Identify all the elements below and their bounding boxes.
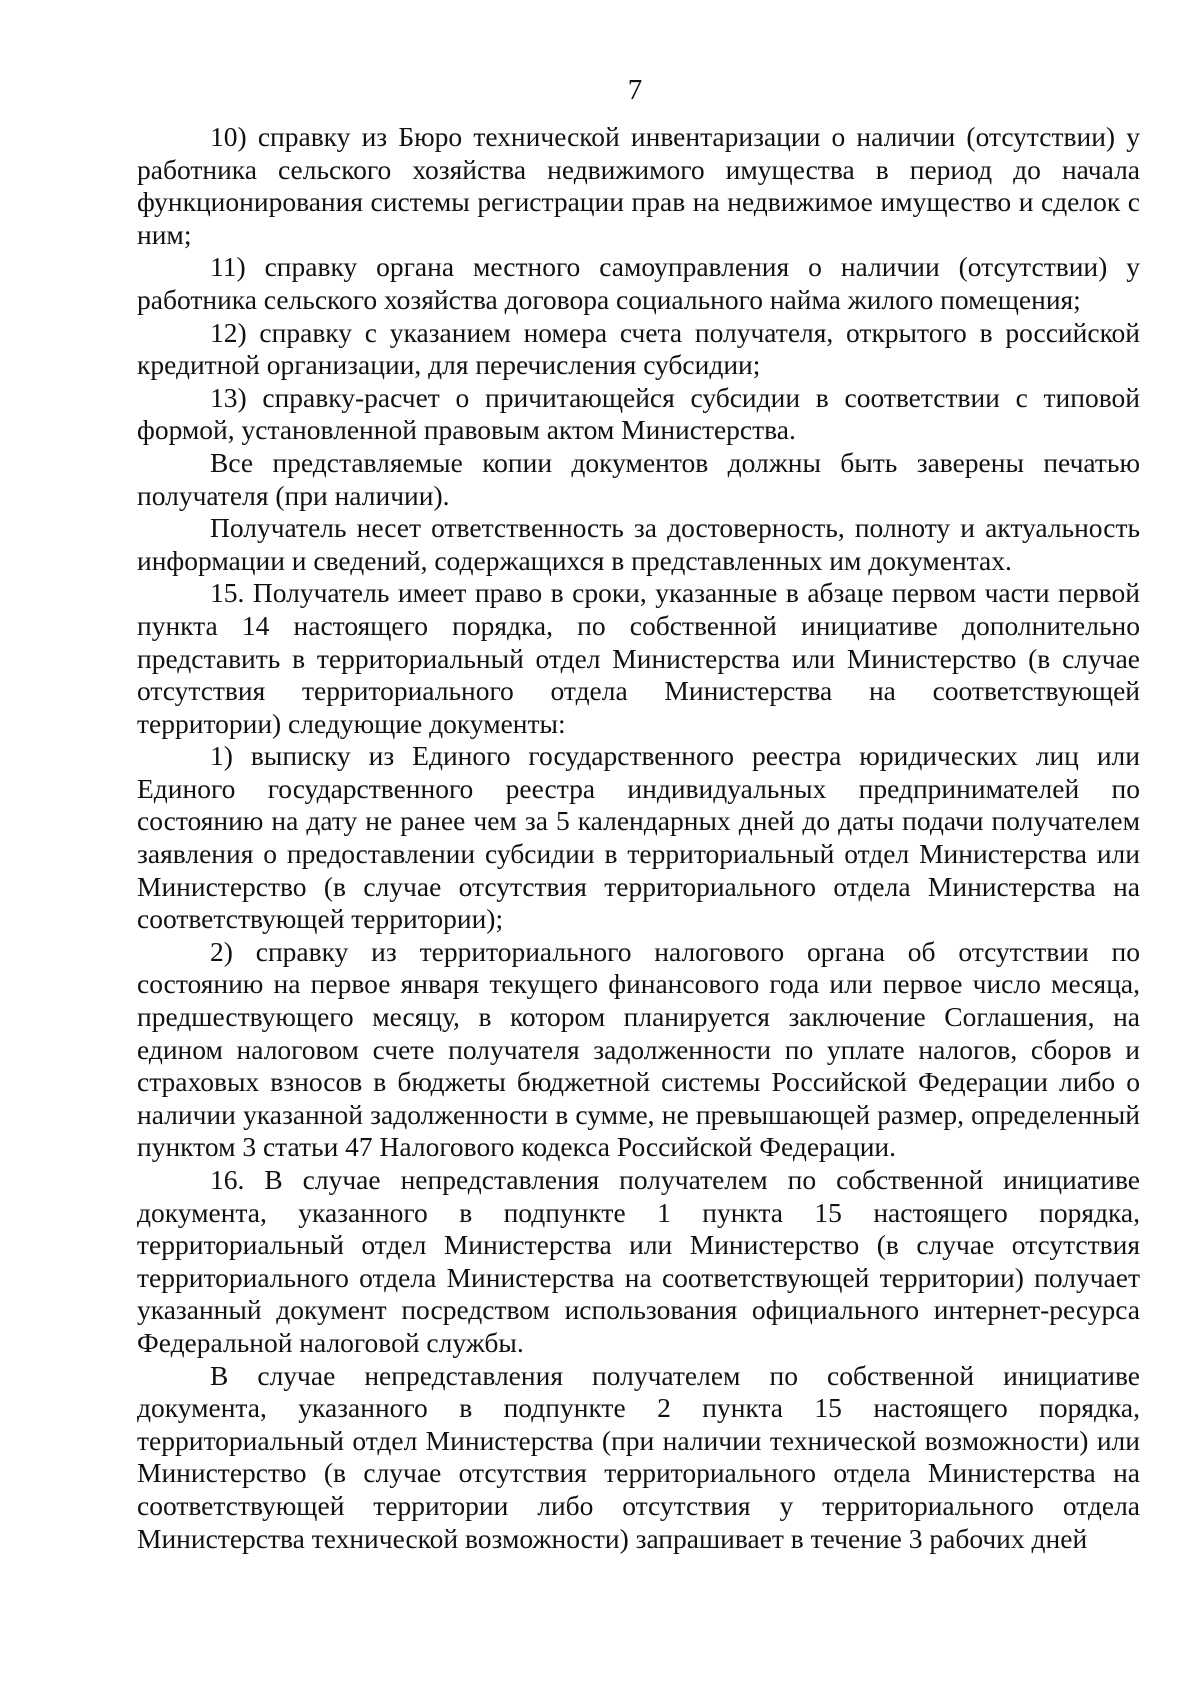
paragraph-item-13: 13) справку-расчет о причитающейся субсидии в соответствии с типовой формой, установленной правовым актом Министерства. (137, 381, 1140, 446)
paragraph-recipient-responsibility: Получатель несет ответственность за достоверность, полноту и актуальность информации и сведений, содержащихся в представленных им документах. (137, 512, 1140, 576)
paragraph-item-10: 10) справку из Бюро технической инвентаризации о наличии (отсутствии) у работника сельского хозяйства недвижимого имущества в период до начала функционирования системы регистрации прав на недвижимое имущество и сделок с ним; (137, 121, 1140, 250)
paragraph-clause-15-item-1: 1) выписку из Единого государственного реестра юридических лиц или Единого государственного реестра индивидуальных предпринимателей по состоянию на дату не ранее чем за 5 календарных дней до даты подачи получателем заявления о предоставлении субсидии в территориальный отдел Министерства или Министерство (в случае отсутствия территориального отдела Министерства на соответствующей территории); (137, 740, 1140, 935)
paragraph-clause-15-item-2: 2) справку из территориального налогового органа об отсутствии по состоянию на первое января текущего финансового года или первое число месяца, предшествующего месяцу, в котором планируется заключение Соглашения, на едином налоговом счете получателя задолженности по уплате налогов, сборов и страховых взносов в бюджеты бюджетной системы Российской Федерации либо о наличии указанной задолженности в сумме, не превышающей размер, определенный пунктом 3 статьи 47 Налогового кодекса Российской Федерации. (137, 935, 1140, 1163)
paragraph-clause-15: 15. Получатель имеет право в сроки, указанные в абзаце первом части первой пункта 14 настоящего порядка, по собственной инициативе дополнительно представить в территориальный отдел Министерства или Министерство (в случае отсутствия территориального отдела Министерства на соответствующей территории) следующие документы: (137, 577, 1140, 739)
paragraph-clause-16-continued: В случае непредставления получателем по собственной инициативе документа, указанного в подпункте 2 пункта 15 настоящего порядка, территориальный отдел Министерства (при наличии технической возможности) или Министерство (в случае отсутствия территориального отдела Министерства на соответствующей территории либо отсутствия у территориального отдела Министерства технической возможности) запрашивает в течение 3 рабочих дней (137, 1359, 1140, 1554)
paragraph-item-12: 12) справку с указанием номера счета получателя, открытого в российской кредитной организации, для перечисления субсидии; (137, 316, 1140, 381)
page-number: 7 (627, 74, 643, 106)
document-body (137, 121, 1140, 1555)
paragraph-clause-16: 16. В случае непредставления получателем по собственной инициативе документа, указанного в подпункте 1 пункта 15 настоящего порядка, территориальный отдел Министерства или Министерство (в случае отсутствия территориального отдела Министерства на соответствующей территории) получает указанный документ посредством использования официального интернет-ресурса Федеральной налоговой службы. (137, 1164, 1140, 1358)
paragraph-item-11: 11) справку органа местного самоуправления о наличии (отсутствии) у работника сельского хозяйства договора социального найма жилого помещения; (137, 251, 1140, 315)
paragraph-copies-certification: Все представляемые копии документов должны быть заверены печатью получателя (при наличии). (137, 446, 1140, 511)
